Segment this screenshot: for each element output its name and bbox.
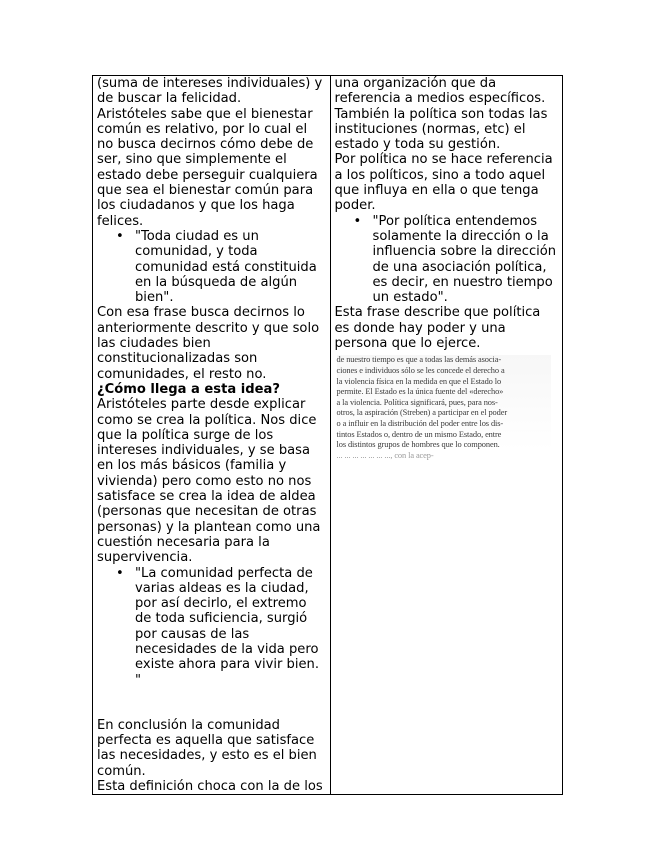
paragraph: Por política no se hace referencia a los políticos, sino a todo aquel que influya en ella o que tenga poder. [334,152,553,214]
list-item [116,565,327,688]
quote-text: "Por política entendemos solamente la dirección o la influencia sobre la dirección de una asociación política, es decir, en nuestro tiempo un estado". [372,213,557,306]
scan-line: o a influir en la distribución del poder entre los dis- [336,418,504,428]
blank-space [97,688,327,718]
left-column-cell [93,76,331,795]
paragraph: Con esa frase busca decirnos lo anteriormente descrito y que solo las ciudades bien constitucionalizadas son comunidades, el resto no. [97,305,320,382]
paragraph: Esta frase describe que política es donde hay poder y una persona que lo ejerce. [334,305,541,352]
bullet-icon: • [116,565,124,581]
paragraph: una organización que da referencia a medios específicos. [334,76,546,107]
two-column-table [92,75,563,795]
scan-line: de nuestro tiempo es que a todas las demás asocia- [336,355,502,365]
quote-text: "Toda ciudad es un comunidad, y toda comunidad está constituida en la búsqueda de algún bien". [135,228,317,306]
right-column-cell [330,76,563,795]
table-row [93,76,563,795]
scan-line-partial: ... ... ... ... ... ... ..., con la acep- [336,450,434,460]
list-item [353,213,560,306]
bullet-icon: • [353,213,362,229]
scan-line: la violencia física en la medida en que el Estado lo [336,376,502,386]
bullet-list [97,566,327,688]
scan-line: permite. El Estado es la única fuente del «derecho» [336,387,504,397]
quote-text: "La comunidad perfecta de varias aldeas es la ciudad, por así decirlo, el extremo de toda suficiencia, surgió por causas de las necesidades de la vida pero existe ahora para vivir bien. " [135,565,319,688]
paragraph: En conclusión la comunidad perfecta es aquella que satisface las necesidades, y esto es el bien común. [97,717,317,779]
paragraph: Esta definición choca con la de los [97,779,323,795]
scan-line: a la violencia. Política significará, pues, para nos- [336,397,498,407]
scan-line: ciones e individuos sólo se les concede el derecho a [336,365,505,375]
scan-line: tintos Estados o, dentro de un mismo Estado, entre [336,429,502,439]
bullet-list [97,229,327,305]
bullet-icon: • [116,228,124,244]
bullet-list [335,214,560,306]
section-heading: ¿Cómo llega a esta idea? [97,381,280,397]
scanned-book-excerpt [336,355,551,460]
paragraph: También la política son todas las instituciones (normas, etc) el estado y toda su gestión. [334,106,548,153]
paragraph: Aristóteles sabe que el bienestar común es relativo, por lo cual el no busca decirnos cómo debe de ser, sino que simplemente el estado debe perseguir cualquiera que sea el bienestar común para los ciudadanos y que los haga felices. [97,106,318,229]
paragraph: Aristóteles parte desde explicar como se crea la política. Nos dice que la política surge de los intereses individuales, y se basa en los más básicos (familia y vivienda) pero como esto no nos satisface se crea la idea de aldea (personas que necesitan de otras personas) y la plantean como una cuestión necesaria para la supervivencia. [97,397,321,566]
scan-line: los distintos grupos de hombres que lo componen. [336,440,500,450]
scan-line: otros, la aspiración (Streben) a participar en el poder [336,408,508,418]
list-item [116,228,327,306]
paragraph: (suma de intereses individuales) y de buscar la felicidad. [97,76,323,107]
